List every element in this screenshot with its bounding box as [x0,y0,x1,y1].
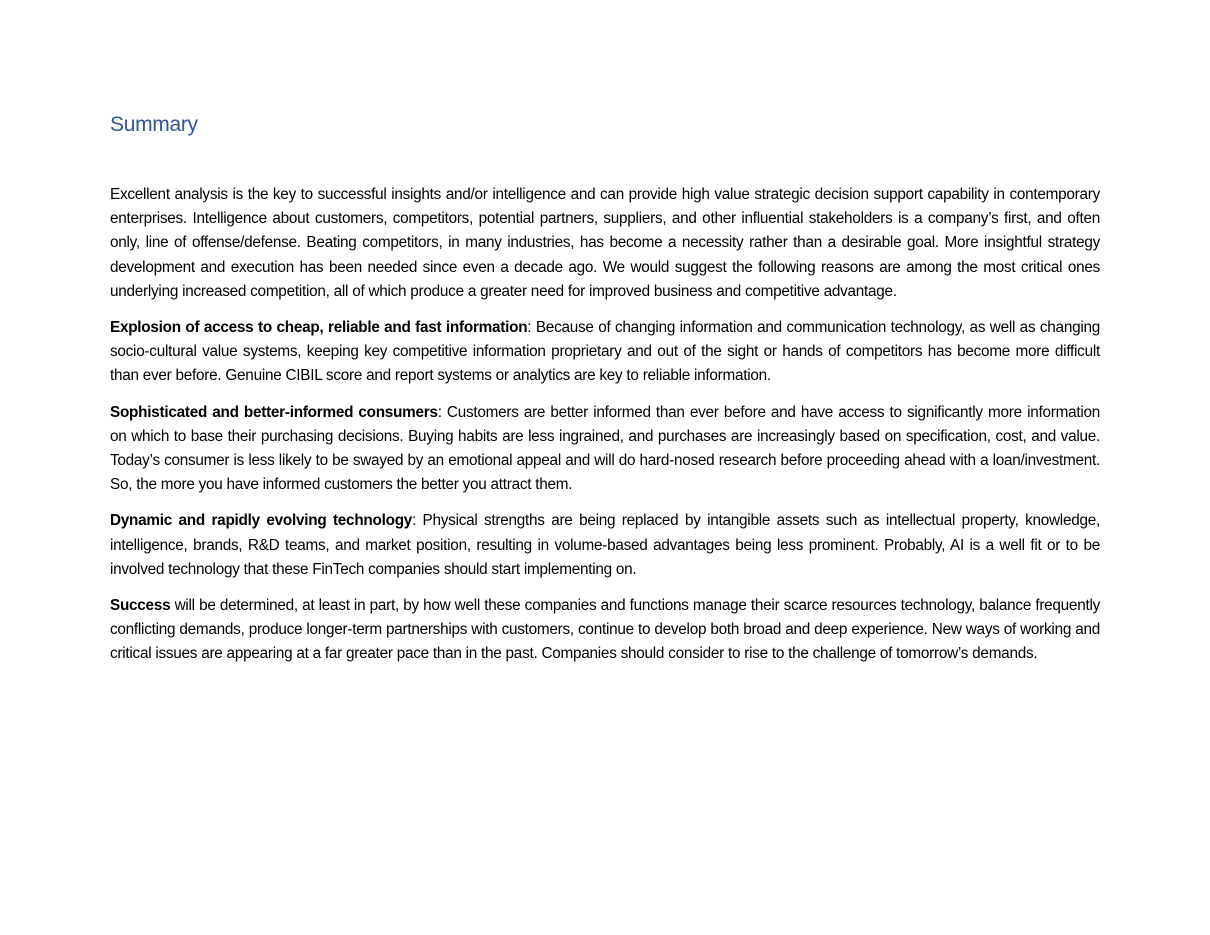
page-content [110,110,1100,679]
paragraph-information-access [110,316,1100,389]
paragraph-informed-consumers-lead: Sophisticated and better-informed consumers [110,403,438,421]
paragraph-intro [110,183,1100,304]
paragraph-evolving-technology-text: : Physical strengths are being replaced by intangible assets such as intellectual property, knowledge, intelligence, brands, R&D teams, and market position, resulting in volume-based advantages being less prominent. Probably, AI is a well fit or to be involved technology that these FinTech companies should start implementing on. [110,512,1100,578]
paragraph-information-access-text: : Because of changing information and communication technology, as well as changing socio-cultural value systems, keeping key competitive information proprietary and out of the sight or hands of competitors has become more difficult than ever before. Genuine CIBIL score and report systems or analytics are key to reliable information. [110,319,1100,385]
body-text [110,183,1100,667]
paragraph-intro-text: Excellent analysis is the key to successful insights and/or intelligence and can provide high value strategic decision support capability in contemporary enterprises. Intelligence about customers, competitors, potential partners, suppliers, and other influential stakeholders is a company’s first, and often only, line of offense/defense. Beating competitors, in many industries, has become a necessity rather than a desirable goal. More insightful strategy development and execution has been needed since even a decade ago. We would suggest the following reasons are among the most critical ones underlying increased competition, all of which produce a greater need for improved business and competitive advantage. [110,186,1100,300]
paragraph-success-text: will be determined, at least in part, by how well these companies and functions manage their scarce resources technology, balance frequently conflicting demands, produce longer-term partnerships with customers, continue to develop both broad and deep experience. New ways of working and critical issues are appearing at a far greater pace than in the past. Companies should consider to rise to the challenge of tomorrow’s demands. [110,597,1100,663]
paragraph-information-access-lead: Explosion of access to cheap, reliable and fast information [110,319,528,337]
paragraph-success-lead: Success [110,597,171,615]
paragraph-informed-consumers-text: : Customers are better informed than ever before and have access to significantly more information on which to base their purchasing decisions. Buying habits are less ingrained, and purchases are increasingly based on specification, cost, and value. Today’s consumer is less likely to be swayed by an emotional appeal and will do hard-nosed research before proceeding ahead with a loan/investment. So, the more you have informed customers the better you attract them. [110,403,1100,494]
paragraph-success [110,594,1100,667]
paragraph-evolving-technology [110,509,1100,582]
section-heading: Summary [110,113,198,136]
paragraph-informed-consumers [110,401,1100,498]
paragraph-evolving-technology-lead: Dynamic and rapidly evolving technology [110,512,413,530]
